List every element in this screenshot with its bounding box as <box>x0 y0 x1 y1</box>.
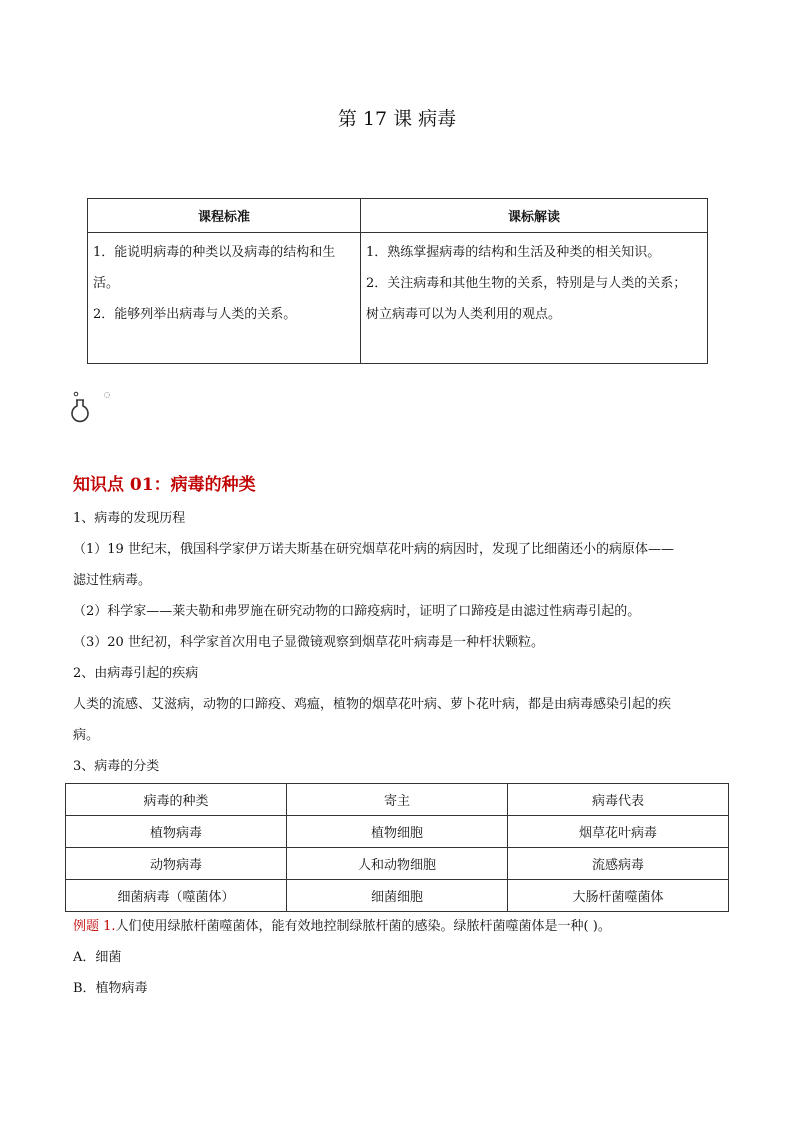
option-b: B．植物病毒 <box>73 981 148 996</box>
paragraph: 病。 <box>73 728 100 743</box>
paragraph: （1）19 世纪末，俄国科学家伊万诺夫斯基在研究烟草花叶病的病因时，发现了比细菌还小的病原体—— <box>73 542 674 557</box>
section-heading-classification: 3、病毒的分类 <box>73 759 160 774</box>
table-cell: 细菌病毒（噬菌体） <box>66 880 287 912</box>
table-cell: 植物细胞 <box>287 816 508 848</box>
table-cell: 病毒的种类 <box>66 784 287 816</box>
paragraph: （3）20 世纪初，科学家首次用电子显微镜观察到烟草花叶病毒是一种杆状颗粒。 <box>73 635 544 650</box>
interpretation-line: 1．熟练掌握病毒的结构和生活及种类的相关知识。 <box>366 245 661 260</box>
paragraph: 滤过性病毒。 <box>73 573 152 588</box>
standard-line: 活。 <box>93 276 120 291</box>
flask-icon <box>70 390 120 426</box>
example-question-text: 人们使用绿脓杆菌噬菌体，能有效地控制绿脓杆菌的感染。绿脓杆菌噬菌体是一种( )。 <box>115 919 611 934</box>
table-cell: 病毒代表 <box>508 784 729 816</box>
table-cell: 流感病毒 <box>508 848 729 880</box>
interpretation-cell <box>361 233 708 364</box>
paragraph: 人类的流感、艾滋病，动物的口蹄疫、鸡瘟，植物的烟草花叶病、萝卜花叶病，都是由病毒感染引起的疾 <box>73 697 672 712</box>
table-cell: 植物病毒 <box>66 816 287 848</box>
table-row <box>66 816 729 848</box>
standard-cell <box>88 233 361 364</box>
curriculum-standards-table <box>87 198 708 364</box>
virus-classification-table <box>65 783 729 912</box>
table-cell: 细菌细胞 <box>287 880 508 912</box>
option-a: A．细菌 <box>73 950 122 965</box>
table-row <box>66 784 729 816</box>
section-heading-diseases: 2、由病毒引起的疾病 <box>73 666 199 681</box>
table-cell: 寄主 <box>287 784 508 816</box>
paragraph: （2）科学家——莱夫勒和弗罗施在研究动物的口蹄疫病时，证明了口蹄疫是由滤过性病毒引起的。 <box>73 604 641 619</box>
table-header-interpretation: 课标解读 <box>361 199 708 233</box>
table-cell: 大肠杆菌噬菌体 <box>508 880 729 912</box>
section-heading-discovery: 1、病毒的发现历程 <box>73 511 186 526</box>
interpretation-line: 树立病毒可以为人类利用的观点。 <box>366 307 562 322</box>
table-cell: 动物病毒 <box>66 848 287 880</box>
table-header-standard: 课程标准 <box>88 199 361 233</box>
example-label: 例题 1. <box>73 919 116 934</box>
standard-line: 2．能够列举出病毒与人类的关系。 <box>93 307 297 322</box>
standard-line: 1．能说明病毒的种类以及病毒的结构和生 <box>93 245 336 260</box>
table-row <box>66 880 729 912</box>
table-row <box>66 848 729 880</box>
knowledge-point-heading: 知识点 01：病毒的种类 <box>73 475 256 495</box>
table-cell: 烟草花叶病毒 <box>508 816 729 848</box>
table-cell: 人和动物细胞 <box>287 848 508 880</box>
page-title: 第 17 课 病毒 <box>337 108 457 130</box>
interpretation-line: 2．关注病毒和其他生物的关系，特别是与人类的关系； <box>366 276 687 291</box>
example-question <box>73 917 611 937</box>
